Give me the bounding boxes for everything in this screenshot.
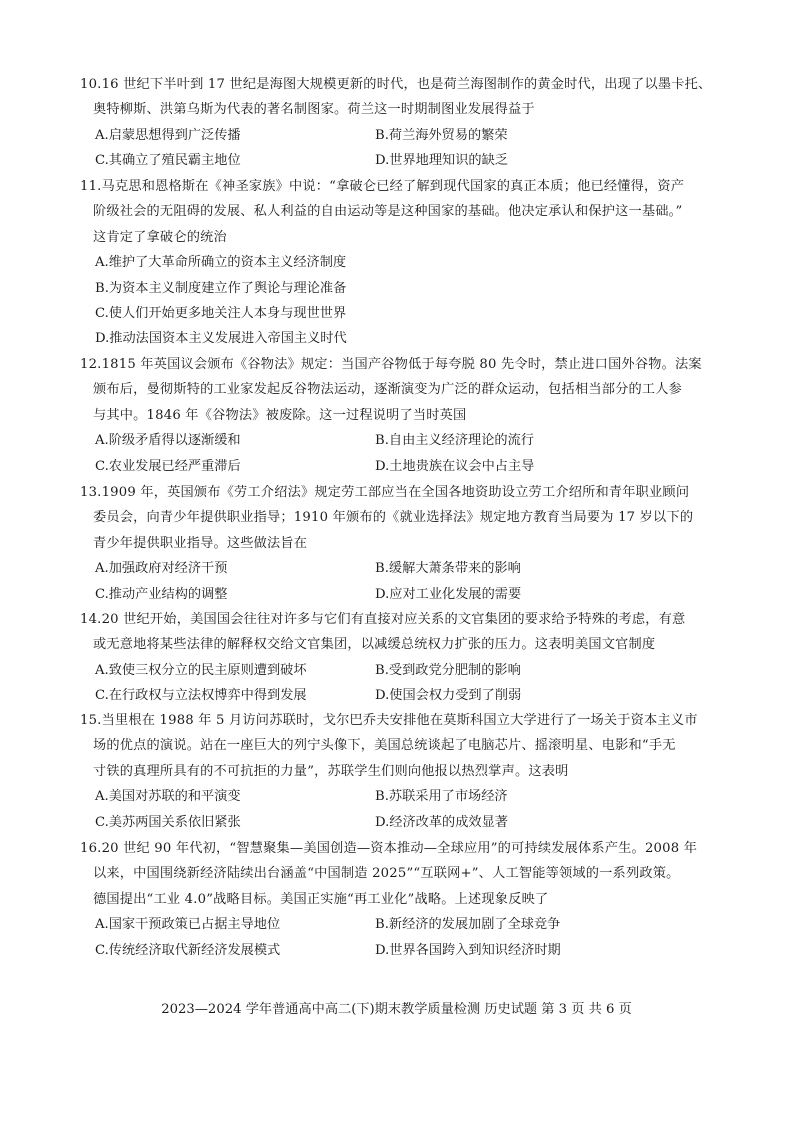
option-d: D.经济改革的成效显著 <box>375 814 508 830</box>
option-a: A.美国对苏联的和平演变 <box>95 789 241 805</box>
option-d: D.土地贵族在议会中占主导 <box>375 458 535 474</box>
question-text-line: 14.20 世纪开始，美国国会往往对许多与它们有直接对应关系的文官集团的要求给予特殊的考虑，有意 <box>80 612 686 627</box>
option-b: B.荷兰海外贸易的繁荣 <box>375 127 508 143</box>
option-a: A.国家干预政策已占据主导地位 <box>95 917 281 933</box>
options <box>80 784 730 835</box>
question-text-line: 13.1909 年，英国颁布《劳工介绍法》规定劳工部应当在全国各地资助设立劳工介绍所和青年职业顾问 <box>80 485 690 500</box>
option-a: A.致使三权分立的民主原则遭到破坏 <box>95 662 307 678</box>
question-text-line: 11.马克思和恩格斯在《神圣家族》中说：“拿破仑已经了解到现代国家的真正本质；他已经懂得，资产 <box>80 179 685 194</box>
option-c: C.传统经济取代新经济发展模式 <box>95 942 281 958</box>
question-16 <box>80 836 730 963</box>
option-b: B.为资本主义制度建立作了舆论与理论准备 <box>95 280 347 296</box>
option-c: C.农业发展已经严重滞后 <box>95 458 241 474</box>
question-text-line: 12.1815 年英国议会颁布《谷物法》规定：当国产谷物低于每夸脱 80 先令时，禁止进口国外谷物。法案 <box>80 357 702 372</box>
option-d: D.推动法国资本主义发展进入帝国主义时代 <box>95 331 347 347</box>
option-b: B.缓解大萧条带来的影响 <box>375 561 521 577</box>
question-text-line: 寸铁的真理所具有的不可抗拒的力量”，苏联学生们则向他报以热烈掌声。这表明 <box>93 763 569 779</box>
question-text-line: 场的优点的演说。站在一座巨大的列宁头像下，美国总统谈起了电脑芯片、摇滚明星、电影和“手无 <box>93 738 676 754</box>
question-text-line: 10.16 世纪下半叶到 17 世纪是海图大规模更新的时代，也是荷兰海图制作的黄金时代，出现了以墨卡托、 <box>80 77 712 92</box>
option-b: B.苏联采用了市场经济 <box>375 789 508 805</box>
question-12 <box>80 352 730 479</box>
question-text-line: 或无意地将某些法律的解释权交给文官集团，以减缓总统权力扩张的压力。这表明美国文官制度 <box>93 637 656 653</box>
option-b: B.自由主义经济理论的流行 <box>375 433 534 449</box>
question-text-line: 德国提出“工业 4.0”战略目标。美国正实施“再工业化”战略。上述现象反映了 <box>93 891 549 907</box>
question-11 <box>80 174 730 352</box>
question-text-line: 委员会，向青少年提供职业指导；1910 年颁布的《就业选择法》规定地方教育当局要为 17 岁以下的 <box>93 510 694 526</box>
question-text-line: 阶级社会的无阻碍的发展、私人利益的自由运动等是这种国家的基础。他决定承认和保护这一基础。” <box>93 204 683 220</box>
options <box>80 123 730 174</box>
question-text-line: 与其中。1846 年《谷物法》被废除。这一过程说明了当时英国 <box>93 407 467 423</box>
question-text-line: 颁布后，曼彻斯特的工业家发起反谷物法运动，逐渐演变为广泛的群众运动，包括相当部分的工人参 <box>93 382 683 398</box>
option-d: D.世界各国跨入到知识经济时期 <box>375 942 561 958</box>
question-13 <box>80 480 730 607</box>
option-a: A.维护了大革命所确立的资本主义经济制度 <box>95 255 347 271</box>
option-a: A.加强政府对经济干预 <box>95 561 228 577</box>
options <box>80 556 730 607</box>
option-c: C.在行政权与立法权博弈中得到发展 <box>95 688 307 704</box>
option-a: A.启蒙思想得到广泛传播 <box>95 127 241 143</box>
options <box>80 658 730 709</box>
question-text-line: 奥特柳斯、洪第乌斯为代表的著名制图家。荷兰这一时期制图业发展得益于 <box>93 102 535 118</box>
options <box>80 428 730 479</box>
question-14 <box>80 607 730 709</box>
question-text-line: 青少年提供职业指导。这些做法旨在 <box>93 535 308 551</box>
option-c: C.其确立了殖民霸主地位 <box>95 153 241 169</box>
question-text-line: 以来，中国围绕新经济陆续出台涵盖“中国制造 2025”“互联网+”、人工智能等领域的一系列政策。 <box>93 866 680 882</box>
question-10 <box>80 72 730 174</box>
option-b: B.受到政党分肥制的影响 <box>375 662 521 678</box>
option-a: A.阶级矛盾得以逐渐缓和 <box>95 433 241 449</box>
page-footer: 2023—2024 学年普通高中高二(下)期末教学质量检测 历史试题 第 3 页 共 6 页 <box>161 1002 632 1017</box>
option-c: C.使人们开始更多地关注人本身与现世世界 <box>95 306 347 321</box>
question-text-line: 这肯定了拿破仑的统治 <box>93 229 227 245</box>
question-text-line: 15.当里根在 1988 年 5 月访问苏联时，戈尔巴乔夫安排他在莫斯科国立大学进行了一场关于资本主义市 <box>80 713 698 728</box>
option-c: C.美苏两国关系依旧紧张 <box>95 814 241 830</box>
options <box>80 250 730 352</box>
question-text-line: 16.20 世纪 90 年代初，“智慧聚集—美国创造—资本推动—全球应用”的可持续发展体系产生。2008 年 <box>80 841 698 856</box>
options <box>80 912 730 963</box>
question-15 <box>80 708 730 835</box>
option-b: B.新经济的发展加剧了全球竞争 <box>375 917 561 933</box>
option-d: D.世界地理知识的缺乏 <box>375 153 508 169</box>
option-d: D.使国会权力受到了削弱 <box>375 688 522 704</box>
option-c: C.推动产业结构的调整 <box>95 586 228 602</box>
option-d: D.应对工业化发展的需要 <box>375 586 522 602</box>
